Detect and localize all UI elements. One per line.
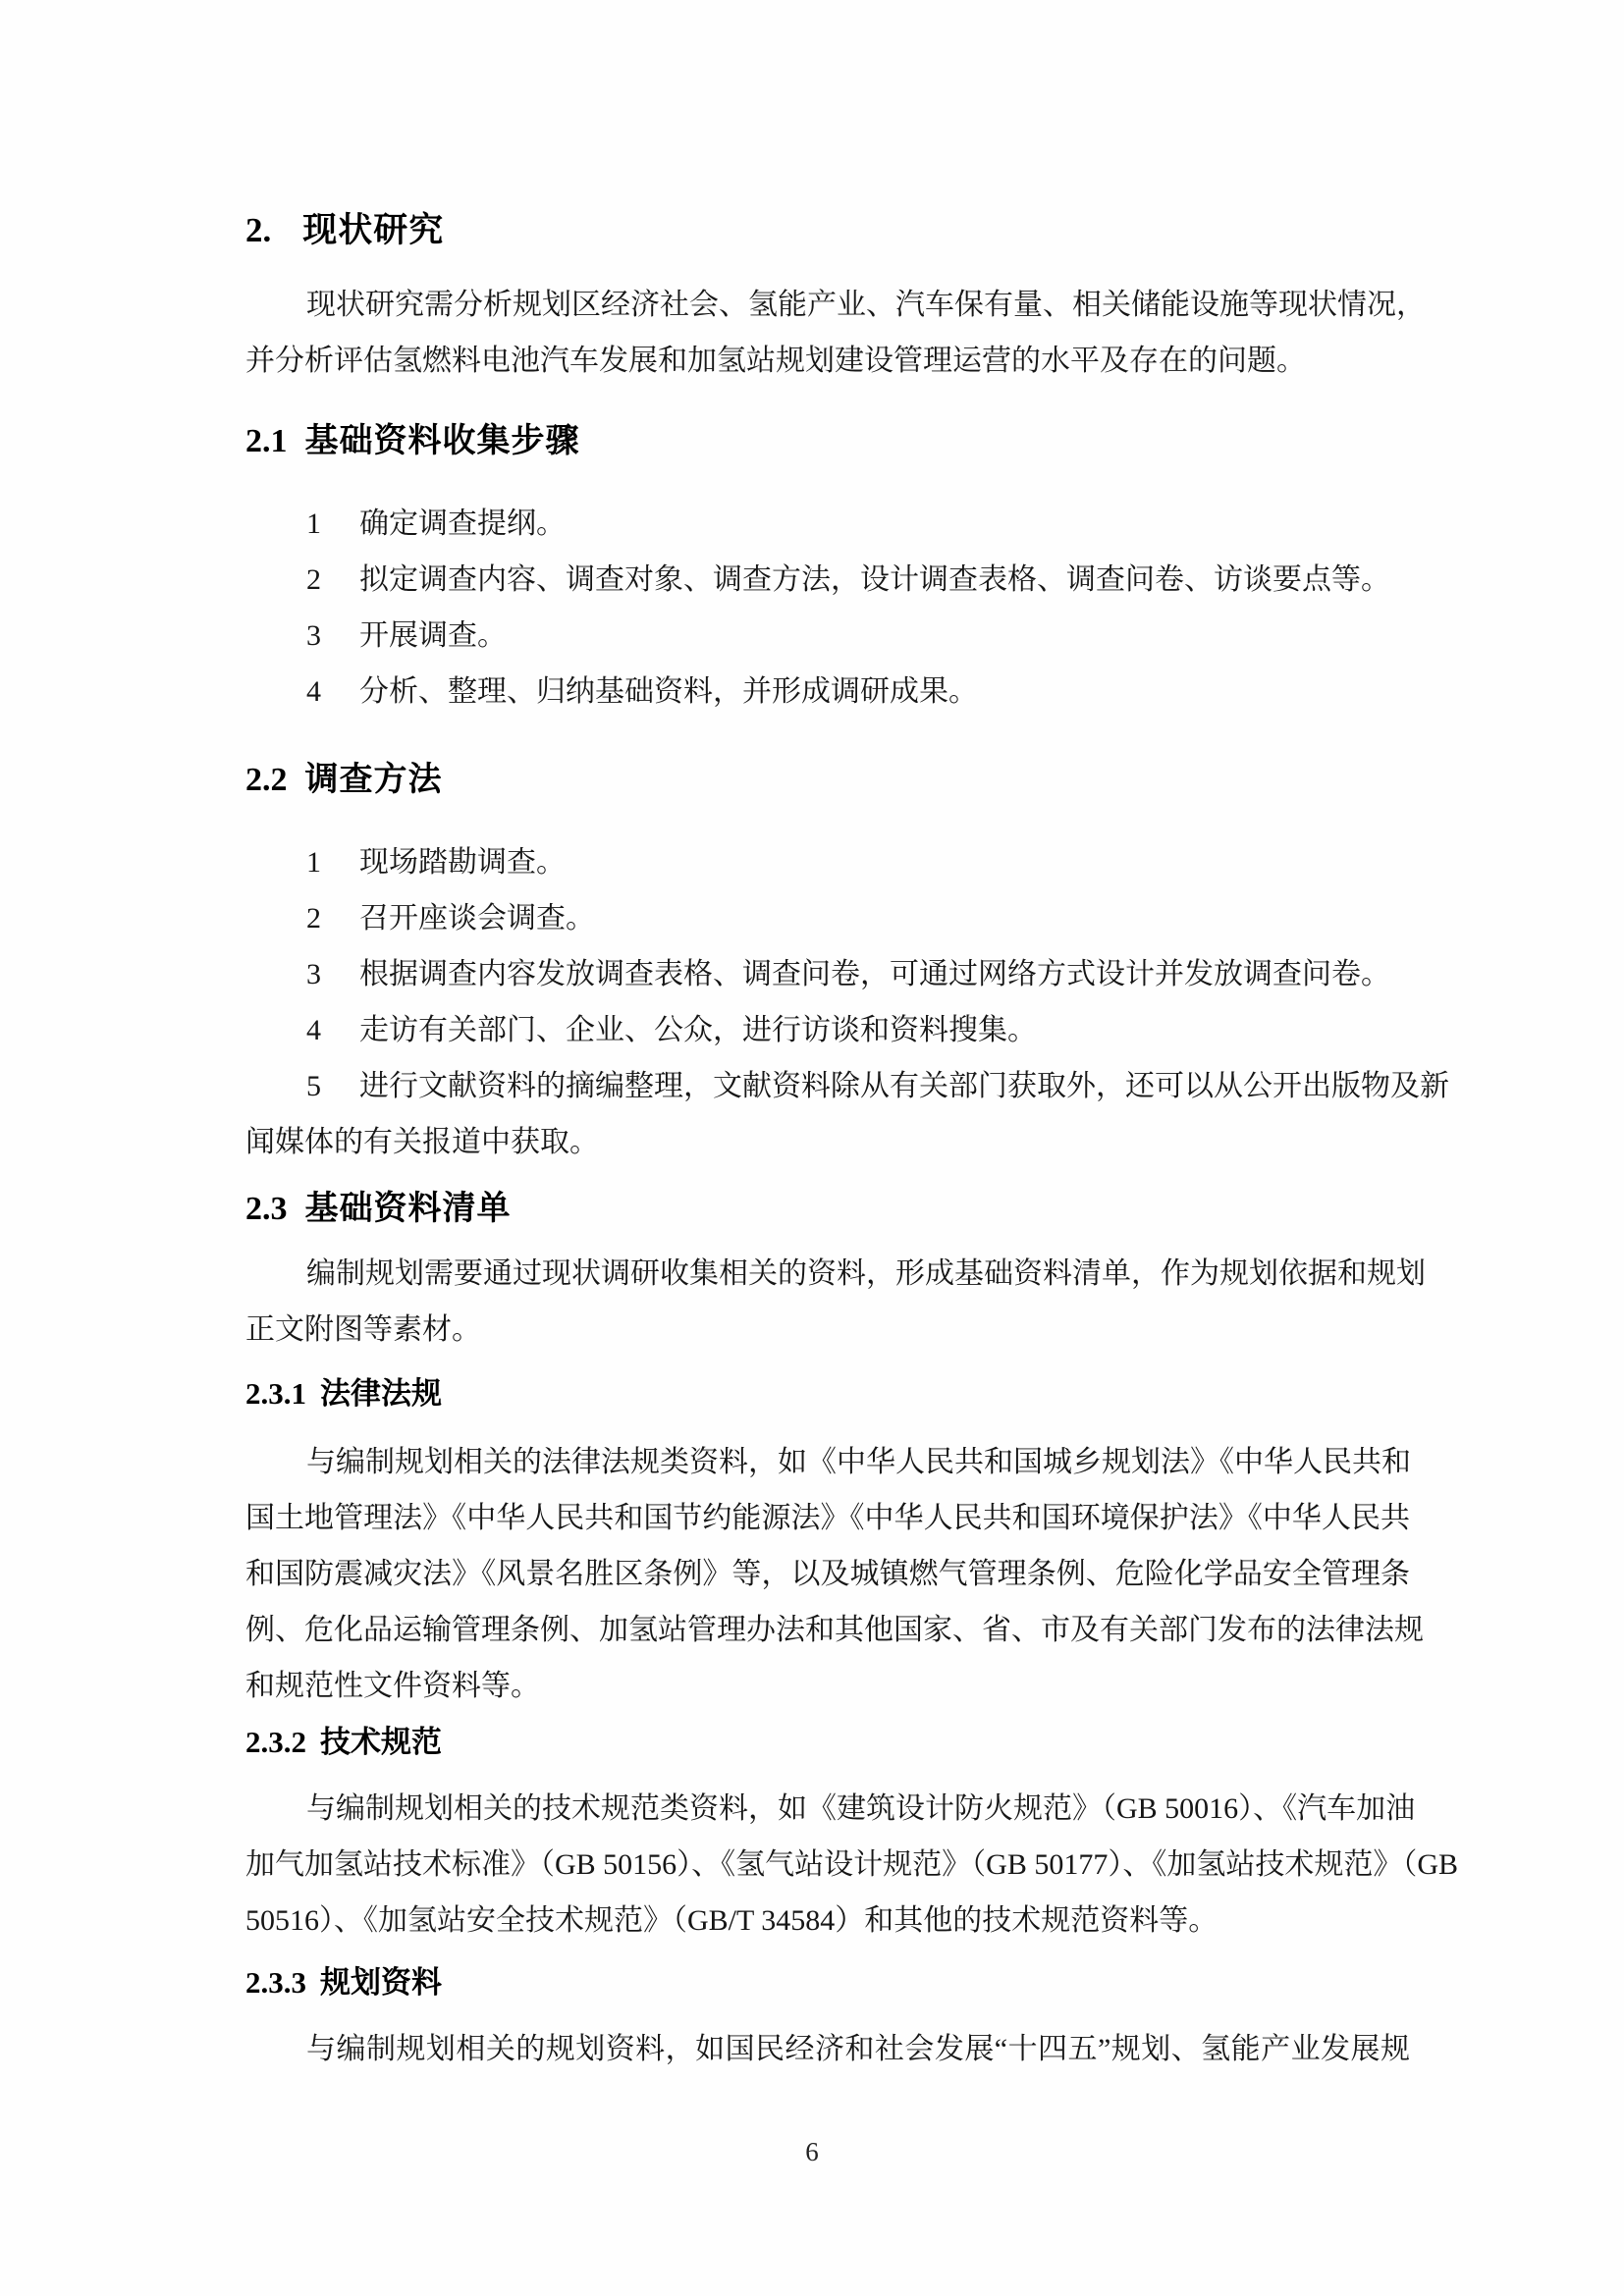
section-2-2-heading — [245, 757, 1410, 803]
document-content — [245, 208, 1459, 2077]
checklist-line-2: 正文附图等素材。 — [245, 1313, 481, 1346]
legal-line-4: 例、危化品运输管理条例、加氢站管理办法和其他国家、省、市及有关部门发布的法律法规 — [245, 1614, 1424, 1646]
step-text: 分析、整理、归纳基础资料，并形成调研成果。 — [359, 675, 978, 708]
legal-line-5: 和规范性文件资料等。 — [245, 1670, 540, 1702]
step-number: 3 — [306, 619, 321, 652]
technical-line-1: 与编制规划相关的技术规范类资料，如《建筑设计防火规范》（GB 50016）、《汽车加油 — [306, 1792, 1416, 1825]
method-number: 1 — [306, 846, 321, 879]
step-item-1 — [306, 496, 1410, 552]
section-2-3-2-number: 2.3.2 — [245, 1725, 306, 1759]
checklist-line-1: 编制规划需要通过现状调研收集相关的资料，形成基础资料清单，作为规划依据和规划 — [306, 1257, 1426, 1290]
section-2-number: 2. — [245, 211, 272, 249]
step-item-4 — [306, 664, 1410, 720]
section-2-1-heading — [245, 418, 1410, 464]
method-number: 2 — [306, 902, 321, 934]
step-number: 4 — [306, 675, 321, 708]
technical-line-2: 加气加氢站技术标准》（GB 50156）、《氢气站设计规范》（GB 50177）、《加氢站技术规范》（GB — [245, 1848, 1459, 1881]
method-number: 4 — [306, 1014, 321, 1046]
section-2-3-3-heading — [245, 1962, 1410, 2003]
method-item-3 — [306, 946, 1410, 1002]
intro-line-1: 现状研究需分析规划区经济社会、氢能产业、汽车保有量、相关储能设施等现状情况， — [306, 289, 1426, 321]
section-2-3-1-heading — [245, 1373, 1410, 1415]
step-text: 确定调查提纲。 — [359, 507, 566, 540]
technical-line-3: 50516）、《加氢站安全技术规范》（GB/T 34584）和其他的技术规范资料等。 — [245, 1904, 1218, 1937]
section-2-3-3-title: 规划资料 — [320, 1965, 442, 2000]
method-text: 根据调查内容发放调查表格、调查问卷，可通过网络方式设计并发放调查问卷。 — [359, 958, 1390, 990]
step-text: 开展调查。 — [359, 619, 507, 652]
step-text: 拟定调查内容、调查对象、调查方法，设计调查表格、调查问卷、访谈要点等。 — [359, 563, 1390, 596]
section-2-3-2-heading — [245, 1722, 1410, 1763]
step-item-3 — [306, 608, 1410, 664]
section-2-1-title: 基础资料收集步骤 — [304, 422, 580, 459]
section-2-3-title: 基础资料清单 — [304, 1190, 512, 1227]
legal-line-1: 与编制规划相关的法律法规类资料，如《中华人民共和国城乡规划法》《中华人民共和 — [306, 1446, 1411, 1478]
legal-line-2: 国土地管理法》《中华人民共和国节约能源法》《中华人民共和国环境保护法》《中华人民共 — [245, 1502, 1410, 1534]
step-number: 2 — [306, 563, 321, 596]
method-5-continuation: 闻媒体的有关报道中获取。 — [245, 1126, 599, 1158]
section-2-3-2-title: 技术规范 — [320, 1725, 442, 1759]
section-2-3-1-title: 法律法规 — [320, 1376, 442, 1411]
step-number: 1 — [306, 507, 321, 540]
section-2-1-number: 2.1 — [245, 423, 288, 459]
survey-methods-list — [245, 834, 1449, 1170]
step-item-2 — [306, 552, 1410, 608]
section-2-2-number: 2.2 — [245, 762, 288, 798]
section-2-heading — [245, 208, 1410, 253]
method-item-4 — [306, 1002, 1410, 1058]
intro-paragraph — [245, 277, 1426, 389]
page-number: 6 — [805, 2137, 819, 2166]
method-text: 进行文献资料的摘编整理，文献资料除从有关部门获取外，还可以从公开出版物及新 — [359, 1070, 1449, 1102]
planning-line-1: 与编制规划相关的规划资料，如国民经济和社会发展“十四五”规划、氢能产业发展规 — [306, 2033, 1410, 2065]
intro-line-2: 并分析评估氢燃料电池汽车发展和加氢站规划建设管理运营的水平及存在的问题。 — [245, 345, 1306, 377]
method-text: 走访有关部门、企业、公众，进行访谈和资料搜集。 — [359, 1014, 1037, 1046]
section-2-3-number: 2.3 — [245, 1191, 288, 1227]
technical-paragraph — [245, 1781, 1459, 1949]
method-item-2 — [306, 890, 1410, 946]
method-item-1 — [306, 834, 1410, 890]
method-item-5 — [306, 1058, 1449, 1114]
legal-paragraph — [245, 1434, 1424, 1714]
planning-paragraph — [245, 2021, 1410, 2077]
section-2-2-title: 调查方法 — [304, 761, 443, 798]
method-text: 召开座谈会调查。 — [359, 902, 595, 934]
section-2-3-heading — [245, 1186, 1410, 1232]
collection-steps-list — [245, 496, 1410, 720]
checklist-paragraph — [245, 1246, 1426, 1358]
section-2-title: 现状研究 — [302, 211, 445, 249]
method-number: 5 — [306, 1070, 321, 1102]
legal-line-3: 和国防震减灾法》《风景名胜区条例》等，以及城镇燃气管理条例、危险化学品安全管理条 — [245, 1558, 1410, 1590]
section-2-3-3-number: 2.3.3 — [245, 1965, 306, 2000]
method-number: 3 — [306, 958, 321, 990]
section-2-3-1-number: 2.3.1 — [245, 1376, 306, 1411]
method-text: 现场踏勘调查。 — [359, 846, 566, 879]
